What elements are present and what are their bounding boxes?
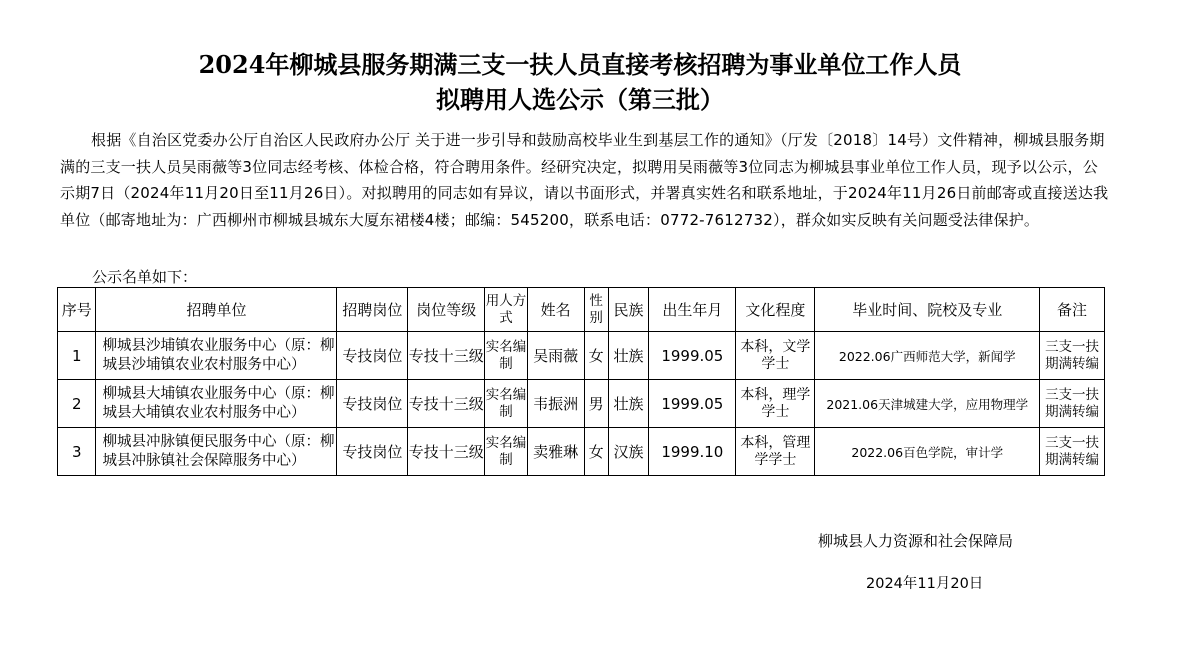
cell-gender: 女	[584, 332, 608, 380]
list-label: 公示名单如下：	[92, 268, 198, 286]
cell-employment-type: 实名编制	[485, 428, 528, 476]
cell-unit: 柳城县沙埔镇农业服务中心（原：柳城县沙埔镇农业农村服务中心）	[96, 332, 337, 380]
table-header-row	[58, 288, 1105, 332]
cell-employment-type: 实名编制	[485, 380, 528, 428]
table-row	[58, 428, 1105, 476]
table-row	[58, 380, 1105, 428]
document-title-line2: 拟聘用人选公示（第三批）	[436, 85, 724, 114]
cell-index: 2	[58, 380, 96, 428]
cell-remarks: 三支一扶期满转编	[1040, 332, 1105, 380]
header-grade: 岗位等级	[408, 288, 485, 332]
cell-name: 吴雨薇	[527, 332, 584, 380]
cell-ethnicity: 壮族	[608, 332, 649, 380]
header-birth: 出生年月	[649, 288, 736, 332]
header-ethnicity: 民族	[608, 288, 649, 332]
issuer-signature: 柳城县人力资源和社会保障局	[818, 532, 1014, 550]
header-index: 序号	[58, 288, 96, 332]
header-education: 文化程度	[736, 288, 815, 332]
cell-graduation: 2022.06百色学院，审计学	[815, 428, 1040, 476]
cell-position: 专技岗位	[337, 380, 408, 428]
candidate-table	[57, 287, 1105, 476]
cell-ethnicity: 汉族	[608, 428, 649, 476]
header-employment-type: 用人方式	[485, 288, 528, 332]
header-graduation: 毕业时间、院校及专业	[815, 288, 1040, 332]
cell-birth: 1999.05	[649, 332, 736, 380]
cell-graduation: 2022.06广西师范大学，新闻学	[815, 332, 1040, 380]
cell-remarks: 三支一扶期满转编	[1040, 380, 1105, 428]
cell-remarks: 三支一扶期满转编	[1040, 428, 1105, 476]
issue-date: 2024年11月20日	[866, 576, 984, 592]
cell-grade: 专技十三级	[408, 428, 485, 476]
cell-name: 卖雅琳	[527, 428, 584, 476]
cell-education: 本科，管理学学士	[736, 428, 815, 476]
cell-grade: 专技十三级	[408, 332, 485, 380]
cell-gender: 男	[584, 380, 608, 428]
cell-graduation: 2021.06天津城建大学，应用物理学	[815, 380, 1040, 428]
cell-name: 韦振洲	[527, 380, 584, 428]
cell-education: 本科，理学学士	[736, 380, 815, 428]
header-name: 姓名	[527, 288, 584, 332]
document-title-line1: 2024年柳城县服务期满三支一扶人员直接考核招聘为事业单位工作人员	[198, 50, 962, 79]
header-gender: 性别	[584, 288, 608, 332]
cell-employment-type: 实名编制	[485, 332, 528, 380]
cell-education: 本科，文学学士	[736, 332, 815, 380]
cell-index: 1	[58, 332, 96, 380]
cell-gender: 女	[584, 428, 608, 476]
cell-birth: 1999.05	[649, 380, 736, 428]
cell-birth: 1999.10	[649, 428, 736, 476]
table-row	[58, 332, 1105, 380]
cell-ethnicity: 壮族	[608, 380, 649, 428]
cell-position: 专技岗位	[337, 332, 408, 380]
cell-position: 专技岗位	[337, 428, 408, 476]
header-position: 招聘岗位	[337, 288, 408, 332]
cell-grade: 专技十三级	[408, 380, 485, 428]
header-remarks: 备注	[1040, 288, 1105, 332]
cell-unit: 柳城县冲脉镇便民服务中心（原：柳城县冲脉镇社会保障服务中心）	[96, 428, 337, 476]
header-unit: 招聘单位	[96, 288, 337, 332]
cell-unit: 柳城县大埔镇农业服务中心（原：柳城县大埔镇农业农村服务中心）	[96, 380, 337, 428]
cell-index: 3	[58, 428, 96, 476]
announcement-paragraph: 根据《自治区党委办公厅自治区人民政府办公厅 关于进一步引导和鼓励高校毕业生到基层工作的通知》（厅发〔2018〕14号）文件精神，柳城县服务期满的三支一扶人员吴雨薇等3位同志经考核、体检合格，符合聘用条件。经研究决定，拟聘用吴雨薇等3位同志为柳城县事业单位工作人员，现予以公示，公示期7日（2024年11月20日至11月26日）。对拟聘用的同志如有异议，请以书面形式，并署真实姓名和联系地址，于2024年11月26日前邮寄或直接送达我单位（邮寄地址为：广西柳州市柳城县城东大厦东裙楼4楼；邮编：545200，联系电话：0772-7612732），群众如实反映有关问题受法律保护。	[60, 131, 1109, 229]
